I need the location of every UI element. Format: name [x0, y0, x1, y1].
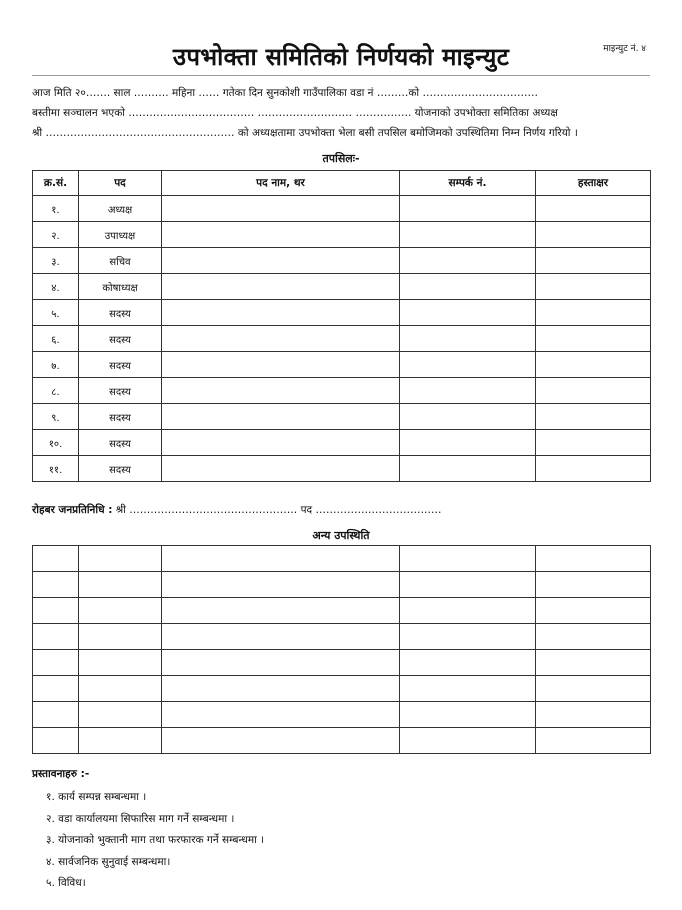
- signature-cell[interactable]: [536, 352, 651, 378]
- attendance-cell[interactable]: [400, 728, 536, 754]
- attendance-cell[interactable]: [79, 728, 162, 754]
- post-cell: सचिव: [79, 248, 162, 274]
- contact-cell[interactable]: [400, 196, 536, 222]
- table-row: [33, 572, 651, 598]
- signature-cell[interactable]: [536, 326, 651, 352]
- table-row: [33, 300, 651, 326]
- signature-cell[interactable]: [536, 378, 651, 404]
- attendance-cell[interactable]: [33, 650, 79, 676]
- page-title: उपभोक्ता समितिको निर्णयको माइन्युट: [172, 43, 510, 71]
- attendance-cell[interactable]: [536, 650, 651, 676]
- attendance-cell[interactable]: [400, 598, 536, 624]
- list-item: ५. विविध।: [46, 877, 86, 889]
- contact-cell[interactable]: [400, 326, 536, 352]
- table-row: [33, 352, 651, 378]
- intro-line-2: बस्तीमा सञ्चालन भएको ……………………………… ……………………… ……………. योजनाको उपभोक्ता समितिका अध्यक्ष: [32, 107, 558, 119]
- name-cell[interactable]: [162, 274, 400, 300]
- serial-cell: ८.: [33, 378, 79, 404]
- contact-cell[interactable]: [400, 456, 536, 482]
- contact-cell[interactable]: [400, 274, 536, 300]
- signature-cell[interactable]: [536, 456, 651, 482]
- members-table-header: [33, 171, 651, 196]
- attendance-cell[interactable]: [536, 598, 651, 624]
- attendance-cell[interactable]: [400, 650, 536, 676]
- post-cell: सदस्य: [79, 378, 162, 404]
- table-row: [33, 222, 651, 248]
- attendance-cell[interactable]: [162, 598, 400, 624]
- serial-cell: ७.: [33, 352, 79, 378]
- table-row: [33, 650, 651, 676]
- attendance-cell[interactable]: [162, 702, 400, 728]
- proposals-list: [46, 788, 264, 896]
- attendance-cell[interactable]: [400, 676, 536, 702]
- attendance-cell[interactable]: [162, 572, 400, 598]
- table-row: [33, 676, 651, 702]
- name-cell[interactable]: [162, 404, 400, 430]
- signature-cell[interactable]: [536, 248, 651, 274]
- intro-paragraph: [32, 83, 650, 143]
- attendance-cell[interactable]: [162, 624, 400, 650]
- attendance-cell[interactable]: [400, 702, 536, 728]
- serial-cell: ३.: [33, 248, 79, 274]
- attendance-cell[interactable]: [79, 624, 162, 650]
- attendance-cell[interactable]: [33, 598, 79, 624]
- attendance-cell[interactable]: [536, 624, 651, 650]
- name-cell[interactable]: [162, 352, 400, 378]
- attendance-cell[interactable]: [400, 572, 536, 598]
- signature-cell[interactable]: [536, 196, 651, 222]
- other-attendance-table: [32, 545, 651, 754]
- table-row: [33, 702, 651, 728]
- intro-line-3: श्री ……………………………………………… को अध्यक्षतामा उपभोक्ता भेला बसी तपसिल बमोजिमको उपस्थितिमा निम्न निर्णय गरियो ।: [32, 127, 578, 139]
- post-cell: सदस्य: [79, 300, 162, 326]
- table-row: [33, 326, 651, 352]
- name-cell[interactable]: [162, 378, 400, 404]
- list-item: ३. योजनाको भुक्तानी माग तथा फरफारक गर्ने सम्बन्धमा ।: [46, 834, 265, 846]
- proposals-title: प्रस्तावनाहरु :-: [32, 768, 90, 780]
- header-post: पद: [79, 171, 162, 196]
- name-cell[interactable]: [162, 222, 400, 248]
- name-cell[interactable]: [162, 196, 400, 222]
- attendance-cell[interactable]: [536, 702, 651, 728]
- other-attendance-title: अन्य उपस्थिति: [312, 529, 370, 542]
- table-row: [33, 404, 651, 430]
- contact-cell[interactable]: [400, 248, 536, 274]
- attendance-cell[interactable]: [536, 676, 651, 702]
- post-cell: सदस्य: [79, 430, 162, 456]
- attendance-cell[interactable]: [79, 598, 162, 624]
- list-item: १. कार्य सम्पन्न सम्बन्धमा ।: [46, 791, 147, 803]
- header-name: पद नाम, थर: [162, 171, 400, 196]
- details-title: तपसिलः-: [322, 152, 360, 165]
- signature-cell[interactable]: [536, 300, 651, 326]
- table-row: [33, 248, 651, 274]
- serial-cell: १०.: [33, 430, 79, 456]
- name-cell[interactable]: [162, 326, 400, 352]
- attendance-cell[interactable]: [33, 728, 79, 754]
- name-cell[interactable]: [162, 300, 400, 326]
- table-row: [33, 430, 651, 456]
- attendance-cell[interactable]: [162, 650, 400, 676]
- rohabar-label: रोहबर जनप्रतिनिधि :: [32, 504, 113, 516]
- contact-cell[interactable]: [400, 300, 536, 326]
- table-row: [33, 546, 651, 572]
- attendance-cell[interactable]: [33, 676, 79, 702]
- contact-cell[interactable]: [400, 430, 536, 456]
- attendance-cell[interactable]: [79, 702, 162, 728]
- attendance-cell[interactable]: [162, 676, 400, 702]
- serial-cell: १.: [33, 196, 79, 222]
- post-cell: सदस्य: [79, 404, 162, 430]
- contact-cell[interactable]: [400, 404, 536, 430]
- contact-cell[interactable]: [400, 352, 536, 378]
- signature-cell[interactable]: [536, 430, 651, 456]
- attendance-cell[interactable]: [79, 650, 162, 676]
- attendance-cell[interactable]: [536, 728, 651, 754]
- attendance-cell[interactable]: [79, 572, 162, 598]
- title-divider: [32, 75, 650, 76]
- serial-cell: २.: [33, 222, 79, 248]
- list-item: ४. सार्वजनिक सुनुवाई सम्बन्धमा।: [46, 855, 171, 868]
- table-row: [33, 728, 651, 754]
- header-contact: सम्पर्क नं.: [400, 171, 536, 196]
- rohabar-text: श्री ………………………………………… पद ………………………………: [115, 504, 442, 516]
- serial-cell: ६.: [33, 326, 79, 352]
- table-row: [33, 274, 651, 300]
- attendance-cell[interactable]: [400, 624, 536, 650]
- signature-cell[interactable]: [536, 274, 651, 300]
- attendance-cell[interactable]: [400, 546, 536, 572]
- attendance-cell[interactable]: [79, 676, 162, 702]
- rohabar-line: [32, 503, 441, 517]
- attendance-cell[interactable]: [536, 572, 651, 598]
- attendance-cell[interactable]: [33, 572, 79, 598]
- intro-line-1: आज मिति २०……. साल ………. महिना …… गतेका दिन सुनकोशी गाउँपालिका वडा नं ………को ……………………………: [32, 87, 538, 99]
- header-signature: हस्ताक्षर: [536, 171, 651, 196]
- table-row: [33, 456, 651, 482]
- post-cell: सदस्य: [79, 326, 162, 352]
- list-item: २. वडा कार्यालयमा सिफारिस माग गर्ने सम्बन्धमा ।: [46, 812, 235, 825]
- attendance-cell[interactable]: [33, 702, 79, 728]
- serial-cell: ४.: [33, 274, 79, 300]
- post-cell: उपाध्यक्ष: [79, 222, 162, 248]
- header-serial: क्र.सं.: [33, 171, 79, 196]
- attendance-cell[interactable]: [33, 624, 79, 650]
- members-table: [32, 170, 651, 482]
- post-cell: सदस्य: [79, 456, 162, 482]
- post-cell: अध्यक्ष: [79, 196, 162, 222]
- minute-number: माइन्युट नं. ४: [603, 44, 646, 54]
- contact-cell[interactable]: [400, 378, 536, 404]
- name-cell[interactable]: [162, 456, 400, 482]
- table-row: [33, 624, 651, 650]
- serial-cell: ५.: [33, 300, 79, 326]
- attendance-cell[interactable]: [33, 546, 79, 572]
- attendance-cell[interactable]: [162, 546, 400, 572]
- name-cell[interactable]: [162, 430, 400, 456]
- table-row: [33, 196, 651, 222]
- contact-cell[interactable]: [400, 222, 536, 248]
- signature-cell[interactable]: [536, 404, 651, 430]
- post-cell: कोषाध्यक्ष: [79, 274, 162, 300]
- attendance-cell[interactable]: [162, 728, 400, 754]
- name-cell[interactable]: [162, 248, 400, 274]
- table-row: [33, 378, 651, 404]
- serial-cell: ११.: [33, 456, 79, 482]
- table-row: [33, 598, 651, 624]
- signature-cell[interactable]: [536, 222, 651, 248]
- attendance-cell[interactable]: [79, 546, 162, 572]
- attendance-cell[interactable]: [536, 546, 651, 572]
- post-cell: सदस्य: [79, 352, 162, 378]
- serial-cell: ९.: [33, 404, 79, 430]
